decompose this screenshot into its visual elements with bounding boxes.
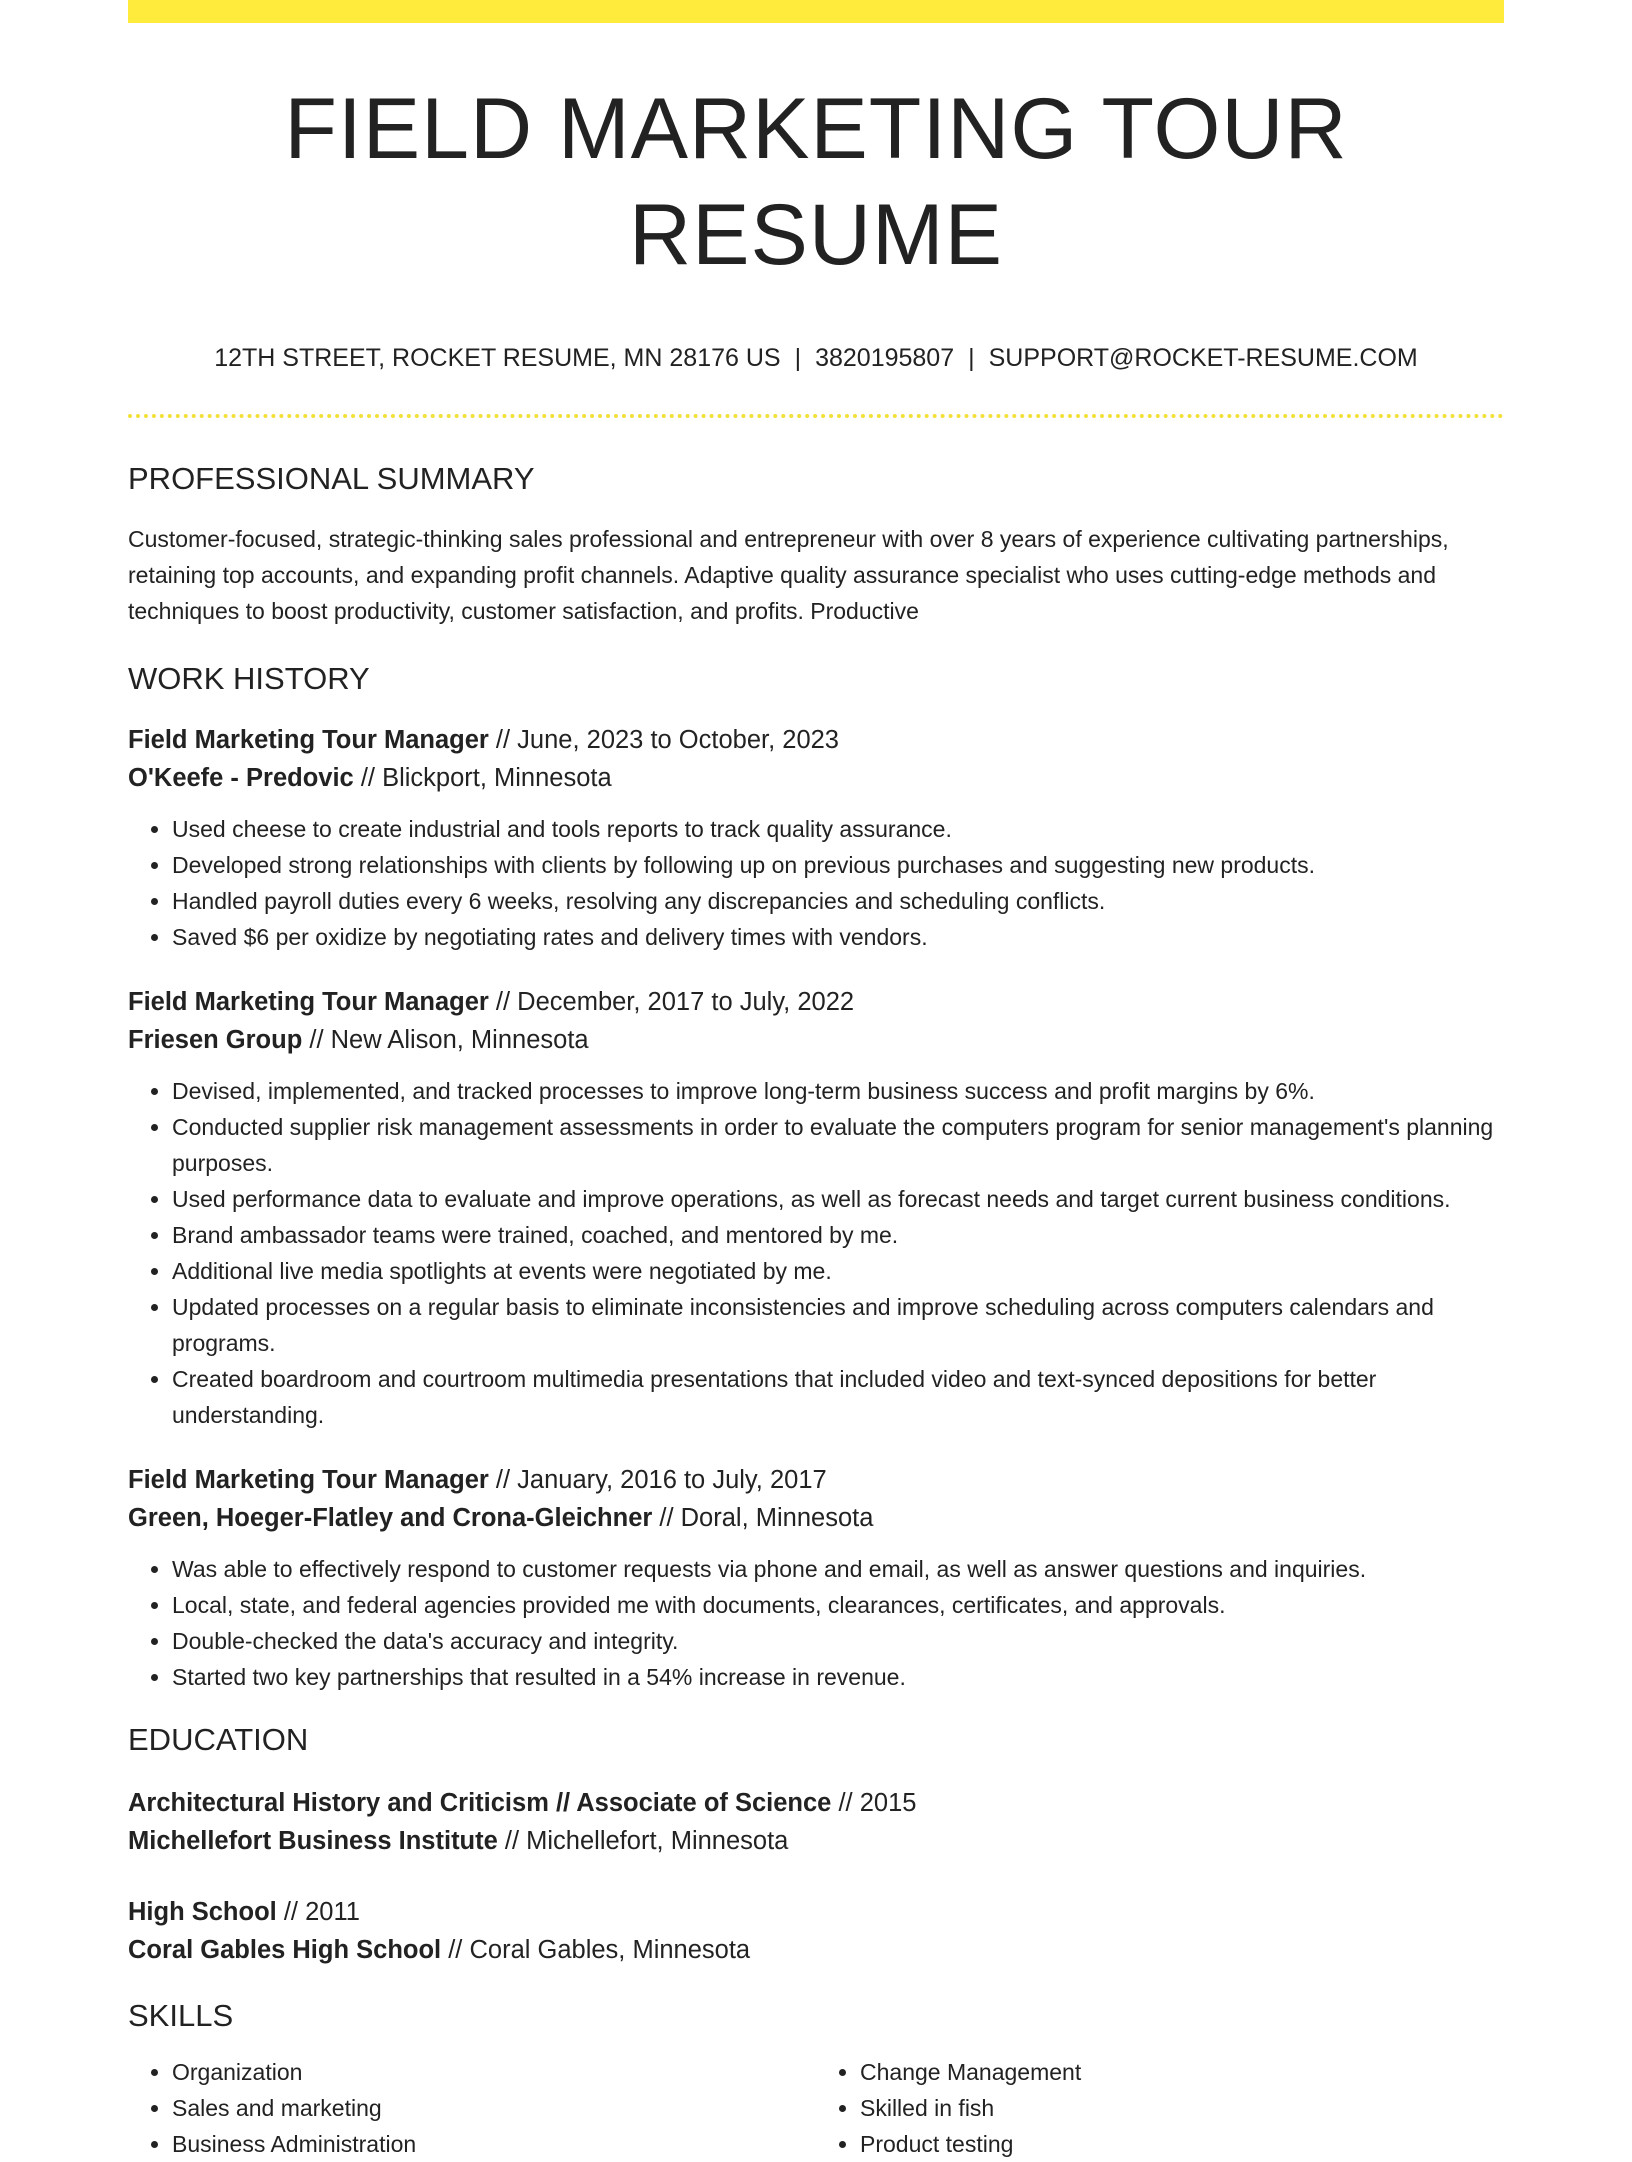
work-history-heading: WORK HISTORY	[128, 661, 370, 696]
job-bullets	[128, 811, 1504, 955]
job-bullet: • Local, state, and federal agencies provided me with documents, clearances, certificates, and approvals.	[172, 1587, 1504, 1623]
job-role-line	[128, 721, 1504, 759]
contact-line	[128, 342, 1504, 374]
job-company: Green, Hoeger-Flatley and Crona-Gleichner	[128, 1504, 653, 1532]
resume-content	[128, 0, 1504, 2162]
education-school-line	[128, 1931, 1504, 1969]
contact-email: SUPPORT@ROCKET-RESUME.COM	[988, 344, 1418, 372]
summary-text: Customer-focused, strategic-thinking sales professional and entrepreneur with over 8 years of experience cultivating partnerships, retaining top accounts, and expanding profit channels. Adaptive quality assurance specialist who uses cutting-edge methods and techniques to boost productivity, customer satisfaction, and profits. Productive	[128, 526, 1449, 624]
job-company-line	[128, 1499, 1504, 1537]
job-bullet: • Used cheese to create industrial and tools reports to track quality assurance.	[172, 811, 1504, 847]
job-bullet: • Handled payroll duties every 6 weeks, resolving any discrepancies and scheduling conflicts.	[172, 883, 1504, 919]
job-bullet: • Used performance data to evaluate and improve operations, as well as forecast needs and target current business conditions.	[172, 1181, 1504, 1217]
education-location: // Michellefort, Minnesota	[497, 1827, 789, 1855]
job-company-line	[128, 759, 1504, 797]
contact-address: 12TH STREET, ROCKET RESUME, MN 28176 US	[214, 344, 781, 372]
job-bullets	[128, 1551, 1504, 1695]
skills-column-left	[128, 2054, 816, 2162]
skill-item: • Organization	[172, 2054, 816, 2090]
job-company: Friesen Group	[128, 1026, 303, 1054]
education-year: // 2011	[276, 1898, 360, 1926]
education-entry	[128, 1784, 1504, 1860]
education-location: // Coral Gables, Minnesota	[441, 1936, 751, 1964]
job-bullet: • Started two key partnerships that resulted in a 54% increase in revenue.	[172, 1659, 1504, 1695]
job-dates: // June, 2023 to October, 2023	[488, 726, 839, 754]
skill-item: • Product testing	[860, 2126, 1504, 2162]
education-degree-line	[128, 1784, 1504, 1822]
job-entry	[128, 1461, 1504, 1695]
skill-item: • Change Management	[860, 2054, 1504, 2090]
job-bullet: • Double-checked the data's accuracy and integrity.	[172, 1623, 1504, 1659]
header-divider	[128, 414, 1504, 418]
job-role-line	[128, 983, 1504, 1021]
job-dates: // December, 2017 to July, 2022	[488, 988, 855, 1016]
job-bullet: • Saved $6 per oxidize by negotiating rates and delivery times with vendors.	[172, 919, 1504, 955]
job-location: // New Alison, Minnesota	[302, 1026, 589, 1054]
education-year: // 2015	[831, 1789, 917, 1817]
education-school: Michellefort Business Institute	[128, 1827, 498, 1855]
education-entry	[128, 1893, 1504, 1969]
job-bullet: • Devised, implemented, and tracked processes to improve long-term business success and profit margins by 6%.	[172, 1073, 1504, 1109]
job-entry	[128, 983, 1504, 1433]
contact-separator: |	[968, 344, 975, 372]
contact-separator: |	[794, 344, 802, 372]
resume-title: FIELD MARKETING TOUR RESUME	[284, 81, 1348, 283]
education-school: Coral Gables High School	[128, 1936, 442, 1964]
job-role-line	[128, 1461, 1504, 1499]
job-company-line	[128, 1021, 1504, 1059]
job-bullet: • Additional live media spotlights at events were negotiated by me.	[172, 1253, 1504, 1289]
job-bullets	[128, 1073, 1504, 1433]
skill-item: • Sales and marketing	[172, 2090, 816, 2126]
job-entry	[128, 721, 1504, 955]
skill-item: • Skilled in fish	[860, 2090, 1504, 2126]
contact-phone: 3820195807	[815, 344, 955, 372]
education-degree: High School	[128, 1898, 277, 1926]
education-heading: EDUCATION	[128, 1722, 309, 1757]
job-bullet: • Brand ambassador teams were trained, coached, and mentored by me.	[172, 1217, 1504, 1253]
skill-item: • Business Administration	[172, 2126, 816, 2162]
education-school-line	[128, 1822, 1504, 1860]
job-location: // Blickport, Minnesota	[353, 764, 612, 792]
job-bullet: • Created boardroom and courtroom multimedia presentations that included video and text-synced depositions for better understanding.	[172, 1361, 1504, 1433]
job-role: Field Marketing Tour Manager	[128, 1466, 489, 1494]
job-dates: // January, 2016 to July, 2017	[488, 1466, 827, 1494]
job-role: Field Marketing Tour Manager	[128, 988, 489, 1016]
skills-heading: SKILLS	[128, 1998, 234, 2033]
skills-grid	[128, 2054, 1504, 2162]
job-role: Field Marketing Tour Manager	[128, 726, 489, 754]
job-location: // Doral, Minnesota	[652, 1504, 874, 1532]
job-bullet: • Conducted supplier risk management assessments in order to evaluate the computers program for senior management's planning purposes.	[172, 1109, 1504, 1181]
summary-heading: PROFESSIONAL SUMMARY	[128, 461, 535, 496]
job-bullet: • Was able to effectively respond to customer requests via phone and email, as well as answer questions and inquiries.	[172, 1551, 1504, 1587]
job-bullet: • Updated processes on a regular basis to eliminate inconsistencies and improve scheduling across computers calendars and programs.	[172, 1289, 1504, 1361]
job-bullet: • Developed strong relationships with clients by following up on previous purchases and suggesting new products.	[172, 847, 1504, 883]
skills-column-right	[816, 2054, 1504, 2162]
education-degree-line	[128, 1893, 1504, 1931]
job-company: O'Keefe - Predovic	[128, 764, 354, 792]
education-degree: Architectural History and Criticism // Associate of Science	[128, 1789, 832, 1817]
